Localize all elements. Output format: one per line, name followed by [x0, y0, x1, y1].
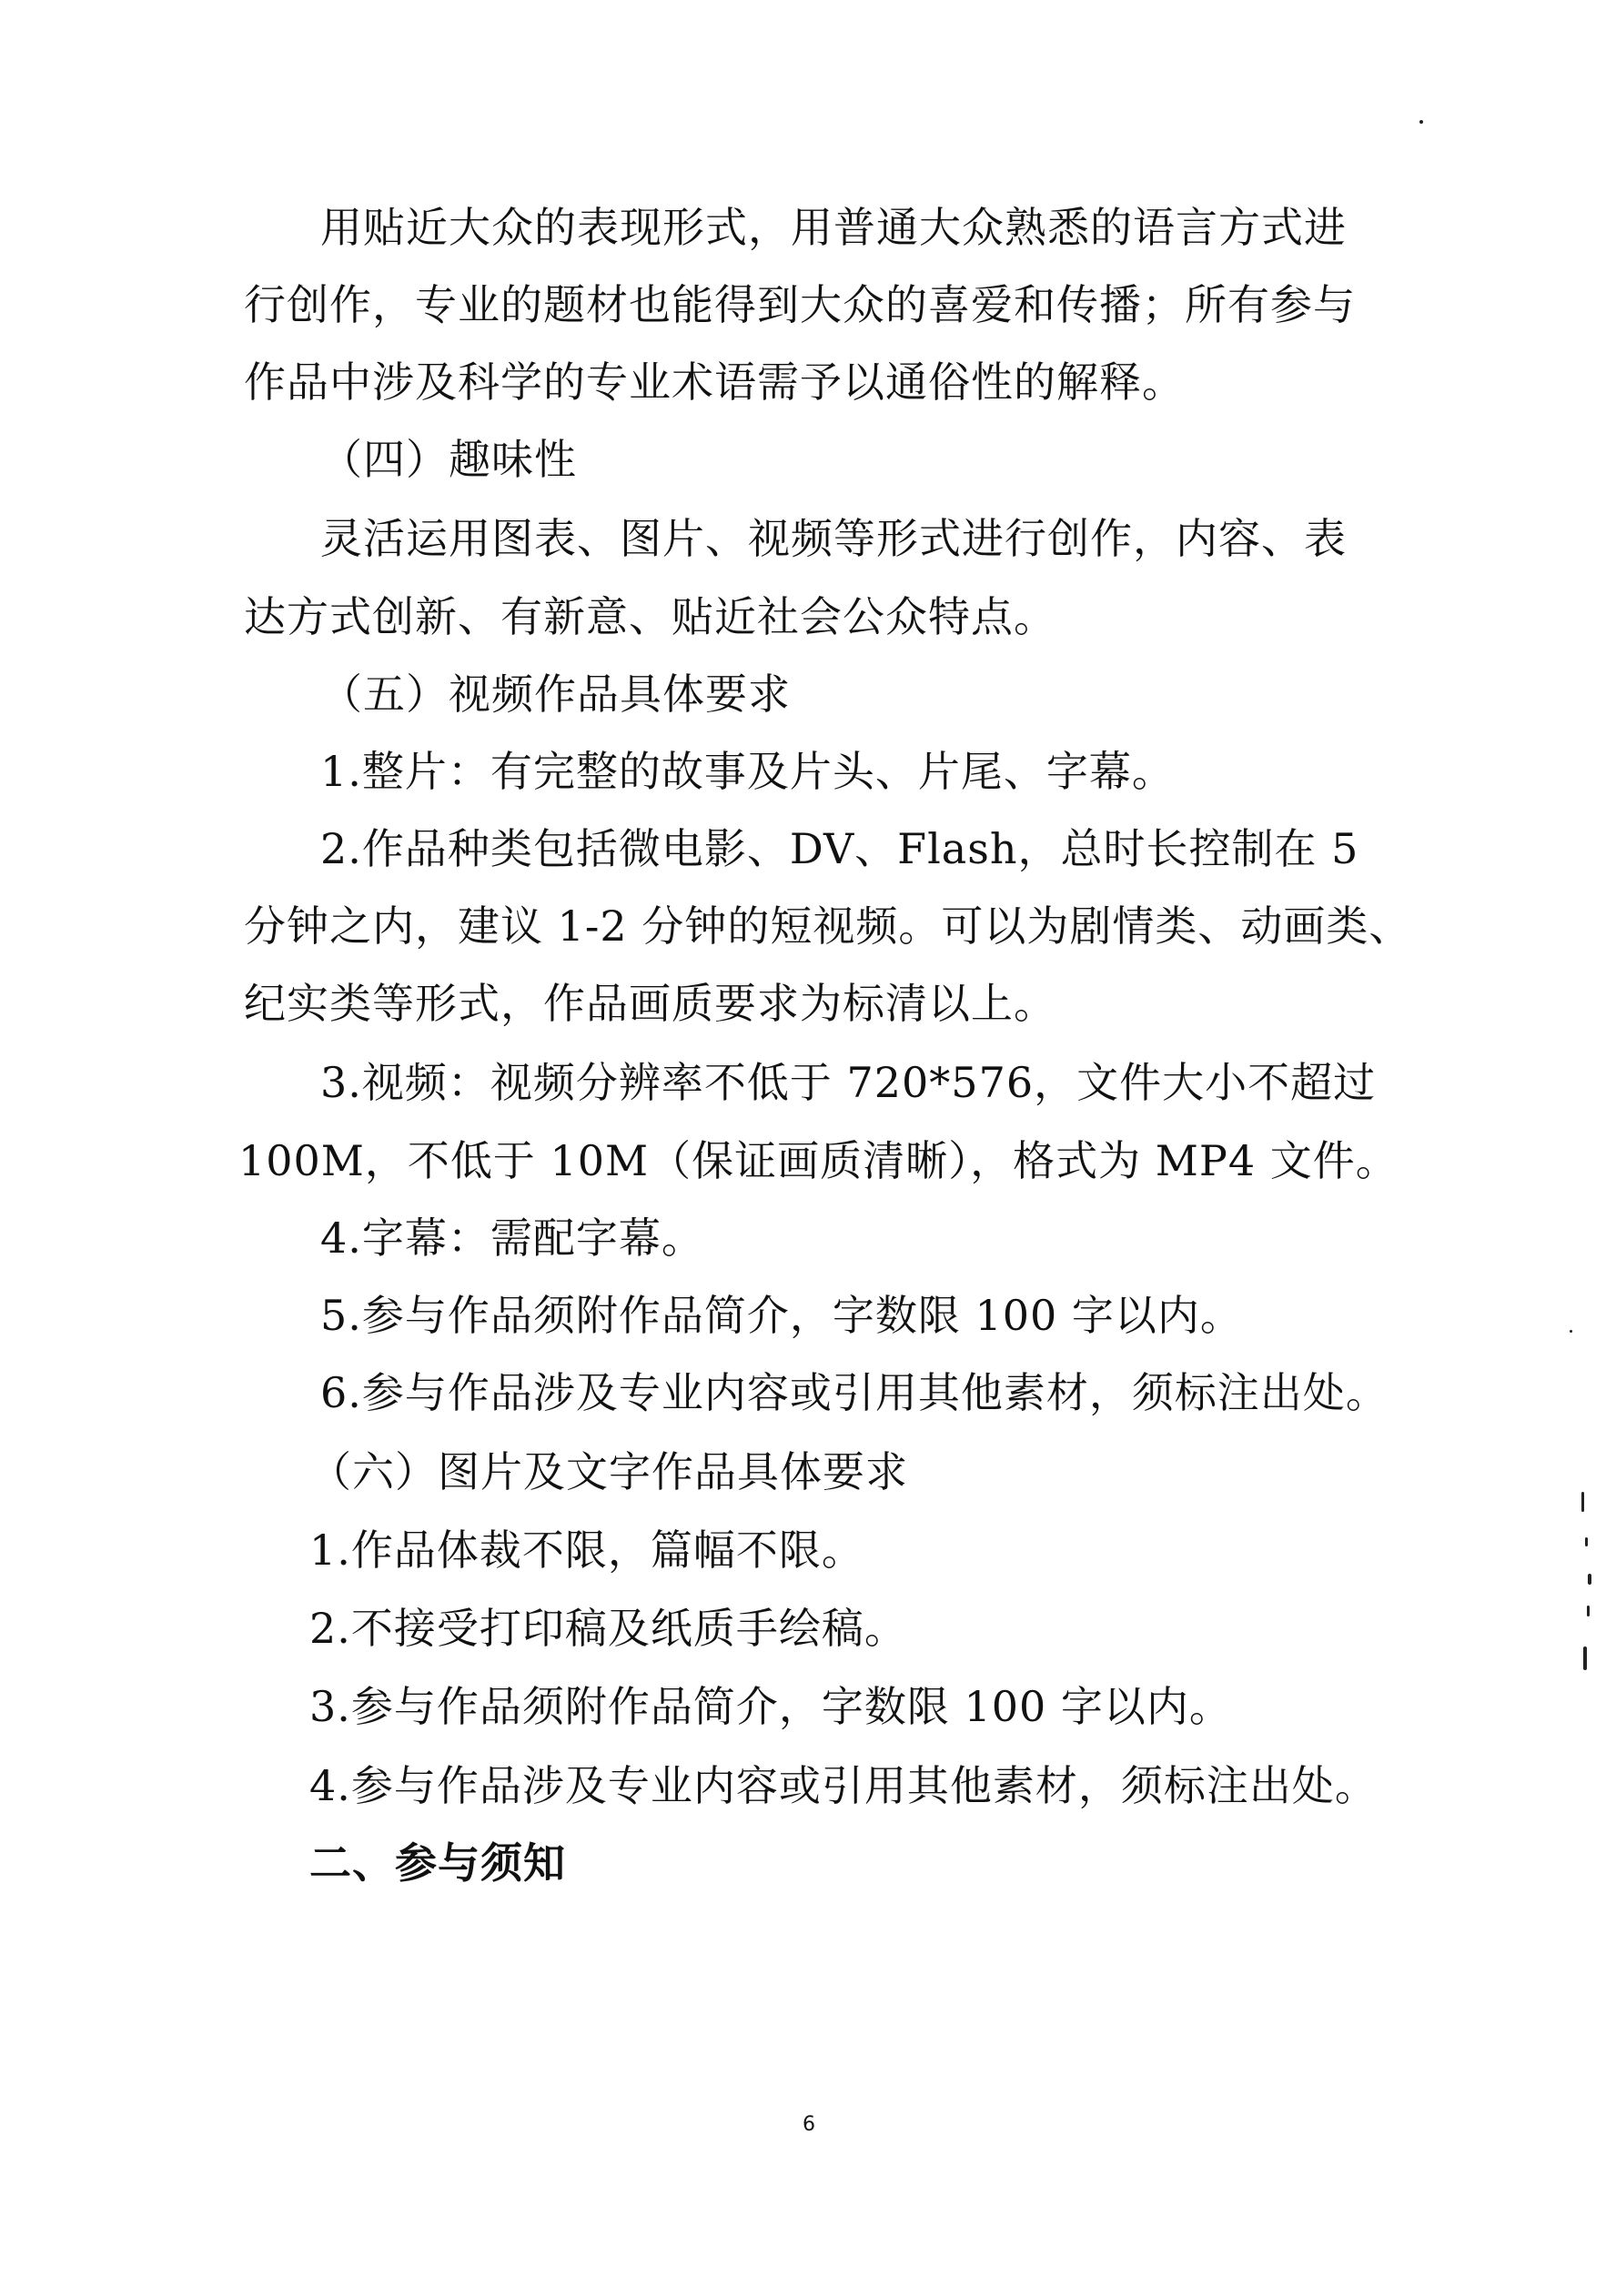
para-line-2: 行创作，专业的题材也能得到大众的喜爱和传播；所有参与 [244, 280, 1356, 329]
chapter-heading-2: 二、参与须知 [309, 1838, 566, 1888]
list-item-image-3: 3.参与作品须附作品简介，字数限 100 字以内。 [309, 1682, 1232, 1731]
scan-speck [1570, 1330, 1572, 1333]
list-item-video-2b: 分钟之内，建议 1-2 分钟的短视频。可以为剧情类、动画类、 [244, 901, 1412, 951]
list-item-video-3a: 3.视频：视频分辨率不低于 720*576，文件大小不超过 [320, 1058, 1377, 1107]
para-line-3: 作品中涉及科学的专业术语需予以通俗性的解释。 [244, 357, 1185, 407]
list-item-video-1: 1.整片：有完整的故事及片头、片尾、字幕。 [320, 747, 1175, 796]
para-line-1: 用贴近大众的表现形式，用普通大众熟悉的语言方式进 [320, 203, 1347, 252]
section-heading-4: （四）趣味性 [320, 435, 577, 484]
para-line-6: 达方式创新、有新意、贴近社会公众特点。 [244, 592, 1056, 641]
list-item-video-2a: 2.作品种类包括微电影、DV、Flash，总时长控制在 5 [320, 824, 1359, 873]
list-item-video-3b: 100M，不低于 10M（保证画质清晰），格式为 MP4 文件。 [238, 1136, 1399, 1185]
list-item-image-1: 1.作品体裁不限，篇幅不限。 [309, 1526, 864, 1575]
scan-speck [1588, 1574, 1591, 1585]
list-item-image-2: 2.不接受打印稿及纸质手绘稿。 [309, 1604, 907, 1653]
list-item-video-6: 6.参与作品涉及专业内容或引用其他素材，须标注出处。 [320, 1368, 1389, 1417]
para-line-5: 灵活运用图表、图片、视频等形式进行创作，内容、表 [320, 514, 1347, 563]
section-heading-6: （六）图片及文字作品具体要求 [309, 1447, 908, 1496]
list-item-image-4: 4.参与作品涉及专业内容或引用其他素材，须标注出处。 [309, 1761, 1378, 1810]
list-item-video-2c: 纪实类等形式，作品画质要求为标清以上。 [244, 979, 1056, 1028]
list-item-video-4: 4.字幕：需配字幕。 [320, 1213, 704, 1263]
page-number: 6 [803, 2113, 815, 2136]
list-item-video-5: 5.参与作品须附作品简介，字数限 100 字以内。 [320, 1291, 1243, 1340]
scan-speck [1585, 1537, 1588, 1546]
scan-speck [1587, 1606, 1590, 1616]
scan-speck [1581, 1492, 1584, 1512]
scan-speck [1583, 1646, 1587, 1670]
section-heading-5: （五）视频作品具体要求 [320, 670, 791, 719]
scan-speck [1419, 120, 1423, 124]
